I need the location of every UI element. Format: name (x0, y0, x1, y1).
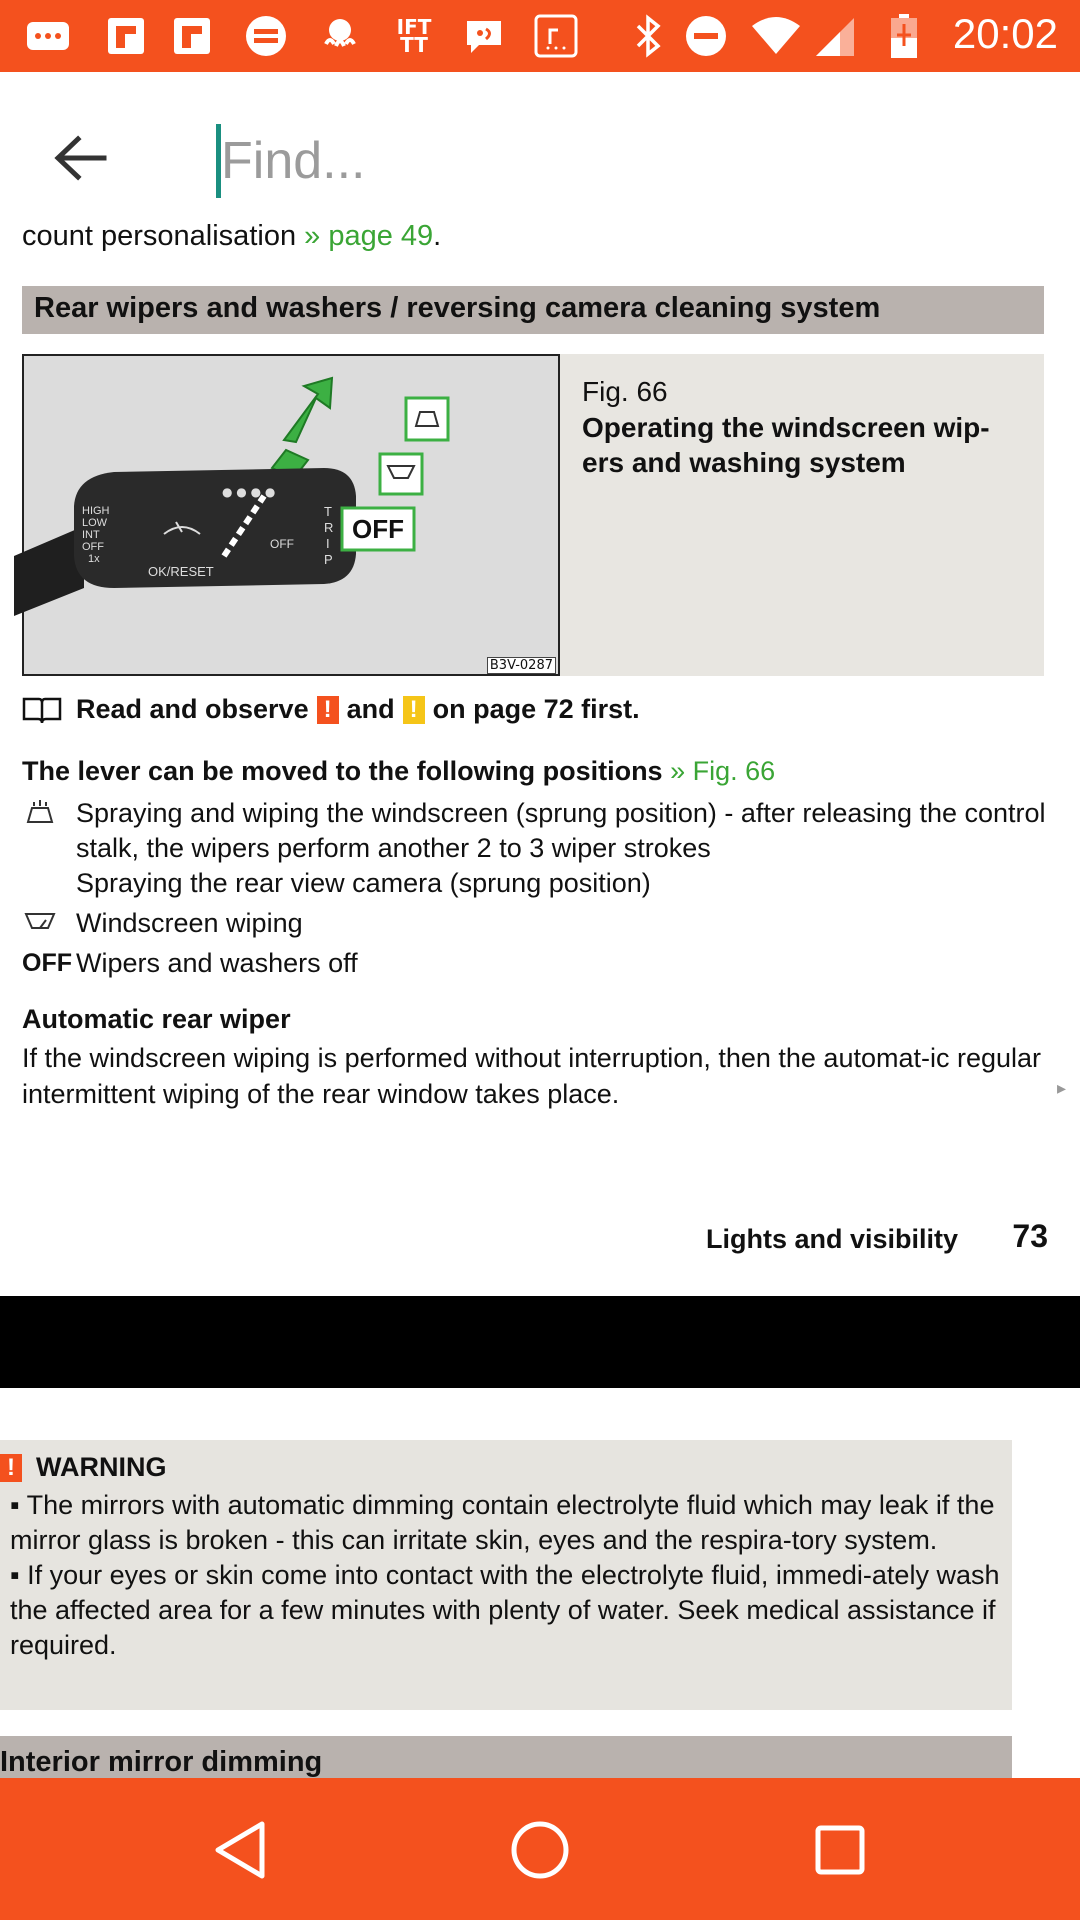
svg-text:● ● ● ●: ● ● ● ● (222, 485, 276, 499)
navigation-bar (0, 1778, 1080, 1920)
svg-text:P: P (324, 552, 333, 567)
reddit-icon (534, 14, 578, 58)
footer-section-name: Lights and visibility (705, 1224, 958, 1254)
messages-icon (26, 14, 70, 58)
find-toolbar (0, 72, 1080, 244)
nav-recents-button[interactable] (798, 1808, 882, 1892)
off-callout: OFF (352, 514, 404, 544)
svg-text:R: R (324, 520, 334, 535)
figure-66 (22, 354, 1044, 676)
danger-symbol: ! (317, 696, 339, 724)
spray-wipe-icon (22, 798, 58, 828)
chat-icon (462, 14, 506, 58)
do-not-disturb-icon (244, 14, 288, 58)
svg-text:1x: 1x (88, 553, 100, 565)
figure-caption: Operating the windscreen wip-ers and washing system (582, 412, 990, 478)
section-title: Rear wipers and washers / reversing camera cleaning system (34, 292, 881, 324)
list-item: Spraying and wiping the windscreen (sprung position) - after releasing the control stalk, the wipers perform another 2 to 3 wiper strokes (22, 796, 1062, 868)
wiper-icon (22, 908, 58, 938)
do-not-disturb-icon (684, 14, 728, 58)
flipboard-icon (104, 14, 148, 58)
arrow-left-icon (52, 133, 108, 183)
back-button[interactable] (40, 118, 120, 198)
section-title: Interior mirror dimming (0, 1746, 323, 1778)
back-triangle-icon (210, 1818, 270, 1882)
clock: 20:02 (952, 10, 1058, 57)
continue-marker: ▸ (1056, 1078, 1066, 1099)
section-header (22, 286, 1044, 334)
nav-home-button[interactable] (498, 1808, 582, 1892)
warning-text: ▪ The mirrors with automatic dimming contain electrolyte fluid which may leak if the mirror glass is broken - this can irritate skin, eyes and the respira-tory system. ▪ If your eyes or skin come into contact with the electrolyte fluid, immedi-ately wash the affected area for a few minutes with plenty of water. Seek medical assistance if required. (10, 1490, 1000, 1660)
svg-text:OFF: OFF (82, 541, 104, 553)
read-observe-note: Read and observe ! and ! on page 72 first. (22, 694, 640, 725)
svg-text:INT: INT (82, 529, 100, 541)
octopus-icon (318, 14, 362, 58)
recents-square-icon (810, 1820, 870, 1880)
wifi-icon (748, 14, 804, 58)
find-input[interactable] (216, 124, 1043, 198)
signal-icon (812, 14, 856, 58)
page-link[interactable]: » page 49 (304, 220, 434, 252)
wiper-lever-illustration (22, 354, 560, 676)
ifttt-icon: IFT TT (396, 15, 432, 57)
svg-text:I: I (326, 536, 330, 551)
paragraph: If the windscreen wiping is performed without interruption, then the automat-ic regular intermittent wiping of the rear window takes place. (22, 1043, 1042, 1109)
warning-box (0, 1440, 1012, 1710)
position-label-high: HIGH (82, 505, 110, 517)
svg-text:OFF: OFF (270, 537, 294, 551)
home-circle-icon (508, 1818, 572, 1882)
cut-off-text-line: count personalisation » page 49. (22, 220, 442, 252)
ok-reset-label: OK/RESET (148, 564, 214, 579)
lever-heading: The lever can be moved to the following positions » Fig. 66 (22, 756, 776, 786)
page-separator (0, 1296, 1080, 1388)
warning-header: ! WARNING (0, 1452, 167, 1483)
flipboard-icon (170, 14, 214, 58)
document-view[interactable]: count personalisation » page 49. Rear wipers and washers / reversing camera cleaning system HIGH LOW INT OFF 1x OK/RESET ● ● ● ● OFF T R I P OFF B3V-0287 Fig. 66 Operating the windscreen wip-ers and washing system Read and observe ! and ! on page 72 first. The lever can be moved to the following positions » Fig. 66 Spraying and wiping the windscreen (sprung position) - after releasing the control stalk, the wipers perform another 2 to 3 wiper strokes Spraying the rear view camera (sprung position) Windscreen wiping OFF Wipers and washers off Automatic rear wiper If the windscreen wiping is performed without interruption, then the automat-ic regular intermittent wiping of the rear window takes place. ▸ Lights and visibility 73 ! WARNING ▪ The mirrors with automatic dimming contain electrolyte fluid which may leak if the mirror glass is broken - this can irritate skin, eyes and the respira-tory system. ▪ If your eyes or skin come into contact with the electrolyte fluid, immedi-ately wash the affected area for a few minutes with plenty of water. Seek medical assistance if required. Interior mirror dimming (0, 242, 1080, 1778)
figure-number: Fig. 66 (582, 376, 668, 407)
svg-text:T: T (324, 504, 332, 519)
bluetooth-icon (626, 14, 670, 58)
book-icon (22, 695, 62, 725)
figure-link[interactable]: » Fig. 66 (670, 756, 776, 786)
image-code: B3V-0287 (487, 657, 556, 674)
battery-charging-icon (882, 14, 926, 58)
page-number: 73 (1012, 1218, 1048, 1254)
warning-icon: ! (0, 1454, 22, 1482)
off-label: OFF (22, 949, 72, 977)
subsection-heading: Automatic rear wiper (22, 1004, 291, 1034)
section-header (0, 1736, 1012, 1784)
caution-symbol: ! (403, 696, 425, 724)
svg-text:LOW: LOW (82, 517, 108, 529)
nav-back-button[interactable] (198, 1808, 282, 1892)
status-bar (0, 0, 1080, 72)
